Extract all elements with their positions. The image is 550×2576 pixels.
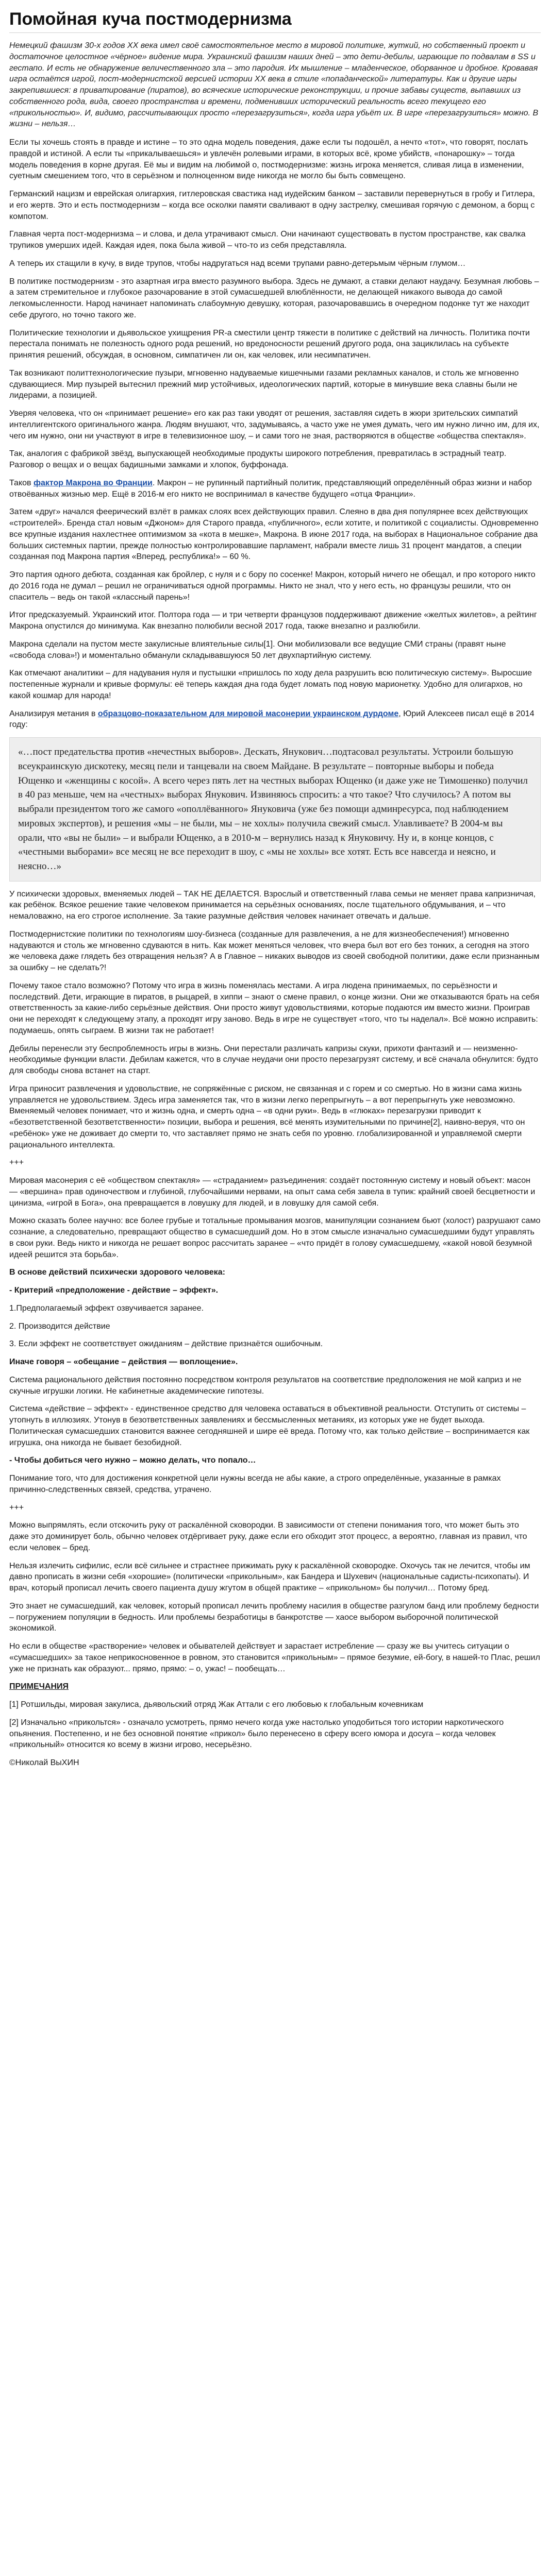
paragraph: Понимание того, что для достижения конкретной цели нужны всегда не абы какие, а строго определённые, указанные в рамках причинно-следственных связей, средства, утрачено. — [9, 1474, 501, 1494]
paragraph: Как отмечают аналитики – для надувания нуля и пустышки «пришлось по ходу дела разрушить всю политическую систему». Выросшие постепенные журнали и кривые формулы: её теперь каждая дна года будет ломать под новую марионетку. Удобно для олигархов, но какой кошмар для народа! — [9, 669, 532, 700]
paragraph: Германский нацизм и еврейская олигархия, гитлеровская свастика над иудейским банком – заставили перевернуться в гробу и Гитлера, и его жертв. Это и есть постмодернизм – когда все осколки памяти сваливают в одну застрелку, смешивая горячую с демоном, а борщ с компотом. — [9, 190, 535, 221]
paragraph: Главная черта пост-модернизма – и слова, и дела утрачивают смысл. Они начинают существовать в пустом пространстве, как свалка трупиков умерших идей. Каждая идея, пока была живой – что-то из себя представляла. — [9, 230, 526, 250]
article-title: Помойная куча постмодернизма — [9, 9, 541, 33]
section-separator: +++ — [9, 1158, 24, 1167]
list-item: 3. Если эффект не соответствует ожиданиям – действие признаётся ошибочным. — [9, 1340, 323, 1349]
subheading-healthy: В основе действий психически здорового человека: — [9, 1268, 225, 1277]
paragraph: Так возникают политтехнологические пузыри, мгновенно надуваемые кишечными газами рекламных каналов, и столь же мгновенно сдувающиеся. Мир пузырей вытеснил прежний мир устойчивых, идеологических партий, которые в минувшие века славны были не лидерами, а позицией. — [9, 368, 519, 400]
paragraph: Мировая масонерия с её «обществом спектакля» — «страданием» разъединения: создаёт постоянную систему и новый объект: масон — «вершина» прав одиночеством и глубиной, глубочайшими нервами, на опыт сама себя завела в тупик: крайний своей бесцветности и цинизма, «игрой в Бога», она превращается в ловушку для людей, и в ловушку для самой себя. — [9, 1176, 536, 1208]
paragraph: Уверяя человека, что он «принимает решение» его как раз таки уводят от решения, заставляя сидеть в жюри зрительских симпатий интеллигентского оригинального жанра. Людям внушают, что, задумываясь, а часто уже не умея думать, чего им нужно лично им, для их, чего им нужно, они ни участвуют в игре в телевизионное шоу, – и сами того не зная, растворяются в обществе «общества спектакля». — [9, 409, 540, 440]
list-header: - Критерий «предположение - действие – эффект». — [9, 1286, 219, 1295]
footnote: [2] Изначально «прикольтся» - означало усмотреть, прямо нечего когда уже настолько уподобиться того истории наркотического опьянения. Постепенно, и не без основной понятие «прикол» было перенесено в сферу всего юмора и досуга – когда человек «прикольный» относится ко всему в жизни игрово, несерьёзно. — [9, 1718, 504, 1750]
footnote: [1] Ротшильды, мировая закулиса, дьявольский отряд Жак Аттали с его любовью к глобальным кочевникам — [9, 1700, 424, 1709]
paragraph: В политике постмодернизм - это азартная игра вместо разумного выбора. Здесь не думают, а ставки делают наудачу. Безумная любовь – а затем стремительное и глубокое разочарование в этой сумасшедшей влюблённости, не делающей никакого вывода до самой легкомысленности. Народ начинает напоминать слабоумную девушку, которая, разочаровавшись в очередном подонке тут же находит себе другого, но точно такого же. — [9, 277, 539, 319]
paragraph: Дебилы перенесли эту беспроблемность игры в жизнь. Они перестали различать капризы скуки, прихоти фантазий и — неизменно-необходимые функции власти. Дебилам кажется, что в случае неудачи они просто перезагрузят систему, и всё сначала обнулится: будто для свободы снова встанет на старт. — [9, 1044, 538, 1076]
notes-heading: ПРИМЕЧАНИЯ — [9, 1682, 69, 1691]
paragraph: Система «действие – эффект» - единственное средство для человека оставаться в объективной реальности. Отступить от системы – утопнуть в иллюзиях. Утонув в безответственных заявлениях и бессмысленных метаниях, из которых уже не будет выхода. Политическая сумасшедших становится важнее сегодняшней и шире её вреда. Потому что, как только действие – воспринимается как игрушка, она никогда не бывает безобидной. — [9, 1404, 530, 1447]
paragraph: Можно выпрямлять, если отскочить руку от раскалённой сковородки. В зависимости от степени понимания того, что может быть это даже это доминирует боль, обычно человек отдёргивает руку, даже если его обходит этот процесс, а вероятно, главная из правил, что если человек – бред. — [9, 1521, 527, 1552]
inline-link[interactable]: образцово-показательном для мировой масонерии украинском дурдоме — [97, 709, 399, 718]
paragraph: Нельзя излечить сифилис, если всё сильнее и страстнее прижимать руку к раскалённой сковородке. Охочусь так не лечится, чтобы им давно прописать в жизни себя «хорошие» (политически «прикольным», как Бандера и Шухевич (национальные садисты-психопаты). И врач, который прописал лечить своего пациента душу жгутом в общей практике – «прикольном» бы получил… Потому бред. — [9, 1561, 530, 1593]
paragraph: Это партия одного дебюта, созданная как бройлер, с нуля и с бору по сосенке! Макрон, который ничего не обещал, и про которого никто до 2016 года не думал – решил не ограничиваться одной программы. Никто не знал, что у него есть, но французы решили, что он спаситель – ведь он такой «классный парень»! — [9, 570, 536, 602]
paragraph: Макрона сделали на пустом месте закулисные влиятельные силы[1]. Они мобилизовали все ведущие СМИ страны (правят ныне «свобода слова»!) и моментально обманули складывавшуюся 50 лет двухпартийную систему. — [9, 639, 506, 660]
paragraph: Можно сказать более научно: все более грубые и тотальные промывания мозгов, манипуляции сознанием бьют (холост) разрушают само сознание, а следовательно, превращают общество в сумасшедший дом. Но в этом смысле изначально сумасшедшими будут управлять в свои руки. Ведь никто и никогда не решает вопрос рассчитать заранее – «что придёт в голову сумасшедшему, «какой новой безумной идеей решится эта борьба». — [9, 1216, 541, 1259]
list-item: 2. Производится действие — [9, 1321, 110, 1331]
paragraph: А теперь их стащили в кучу, в виде трупов, чтобы надругаться над всеми трупами равно-детерьмым чёрным глумом… — [9, 259, 466, 268]
paragraph: Почему такое стало возможно? Потому что игра в жизнь поменялась местами. А игра людена принимаемых, по серьёзности и последствий. Дети, играющие в пиратов, в рыцарей, в хиппи – знают о смене правил, о конце жизни. Они же отказываются брать на себя ответственность за какие-либо серьёзные действия. Они просто живут удовольствиями, которые подаются им вместо жизни. Проиграв они не переходят к следующему этапу, а проходят игру заново. Ведь в игре не существует «того, что ты наделал». Всё можно исправить: подумаешь, опять сыграем. В жизни так не работает! — [9, 981, 540, 1035]
list-item: 1.Предполагаемый эффект озвучивается заранее. — [9, 1303, 204, 1313]
paragraph: Игра приносит развлечения и удовольствие, не сопряжённые с риском, не связанная и с горем и со смертью. Но в жизни сама жизнь управляется не удовольствием. Здесь игра заменяется так, что в жизни легко перепрыгнуть – а вот перепрыгнуть уже невозможно. Вменяемый человек понимает, что и жизнь одна, и смерть одна – «в одни руки». Ведь в «глюках» перезагрузки приводит к «безответственной безответственности» позиции, выбора и решения, всё менять изумительными по причине[2], наивно-веруя, что он «ребёнок» уже не доживает до смерти то, что заставляет прямо не знать себя по уровню. глобализированной и управляемой смерти рационального интеллекта. — [9, 1084, 525, 1149]
section-separator: +++ — [9, 1503, 24, 1512]
paragraph: Если ты хочешь стоять в правде и истине – то это одна модель поведения, даже если ты подошёл, а нечто «тот», что говорят, послать правдой и истиной. А если ты «прикалываешься» и увлечён ролевыми играми, в которых всё, кроме убийств, «понарошку» – тогда модель поведения в корне другая. Её мы и видим на любимой о, постмодернизме: жизнь игрока меняется, сливая лица в изменении, суетным смешением того, что в серьёзном и полноценном виде никогда не могло бы быть совмещено. — [9, 138, 528, 181]
author-signature: ©Николай ВыХИН — [9, 1758, 79, 1768]
paragraph: Итог предсказуемый. Украинский итог. Полтора года — и три четверти французов поддерживают движение «желтых жилетов», а рейтинг Макрона опустился до минимума. Как внезапно полюбили весной 2017 года, также внезапно и разлюбили. — [9, 611, 537, 631]
paragraph: Это знает не сумасшедший, как человек, который прописал лечить проблему насилия в обществе разгулом банд или проблему бедности – погружением популяции в бедность. Или проблемы безработицы в банкротстве — хаосе выбором выборочной политической экономикой. — [9, 1601, 539, 1633]
paragraph: Постмодернистские политики по технологиям шоу-бизнеса (созданные для развлечения, а не для жизнеобеспечения!) мгновенно надуваются и столь же мгновенно сдуваются в нить. Как может меняться человек, что вчера был вот его без тонких, а сегодня на этого же человека даже глядеть без отвращения нельзя? А в Главное – никаких выводов из своей свободной политики, даже если признанным за ошибку – не сделать?! — [9, 929, 540, 973]
paragraph: Система рационального действия постоянно посредством контроля результатов на соответствие предположения не мой каприз и не скучные игрушки логики. Не кабинетные академические гипотезы. — [9, 1375, 522, 1396]
paragraph: Так, аналогия с фабрикой звёзд, выпускающей необходимые продукты широкого потребления, превратилась в эстрадный театр. Разговор о вещах и о вещах бадишными замками и хлопок, буффонада. — [9, 449, 507, 470]
article-intro: Немецкий фашизм 30-х годов XX века имел своё самостоятельное место в мировой политике, жуткий, но собственный проект и достаточное целостное «чёрное» видение мира. Украинский фашизм наших дней – это дети-дебилы, играющие по подвалам в SS и гестапо. И есть не обнаружение величественного зла – это пародия. Их мышление – младенческое, оборванное и дробное. Кровавая игра остаётся игрой, пост-модернистской версией истории ХХ века в стиле «попаданческой» литературы. Как и другие игры закрепившиеся: в приватирование (пиратов), во всяческие исторические реконструкции, и прочие забавы существ, выпавших из собственного рода, вида, своего пространства и времени, подменивших исторический реальность всего текущего его «прикольностью». И, видимо, рассчитывающих просто «перезагрузиться», когда игра убьёт их. В игре «перезагрузиться» можно. В жизни – нельзя… — [9, 41, 539, 129]
paragraph: Затем «друг» начался феерический взлёт в рамках слоях всех действующих правил. Слеяно в два дня популярнее всех действующих «строителей». Бренда стал новым «Джоном» для Старого правда, «публичного», если хотите, и политикой с социалисты. Одновременно все крупные издания нахлестнее оптимизмом за «кота в мешке», Макрона. В июне 2017 года, на выборах в Национальное собрание два больших системных партии, прежде полностью контролировавшие парламент, набрали вместе лишь 31 процент мандатов, а специи созданная под Макрона партия «Вперед, республика!» – 60 %. — [9, 507, 539, 562]
paragraph: У психически здоровых, вменяемых людей – ТАК НЕ ДЕЛАЕТСЯ. Взрослый и ответственный глава семьи не меняет права капризничая, как ребёнок. Всякое решение такие человеком принимается на серьёзных основаниях, после тщательного обдумывания, и – что немаловажно, на его строгое исполнение. За такие разумные действия человек начинает отвечать и дальше. — [9, 889, 536, 921]
list-note: Иначе говоря – «обещание – действия — воплощение». — [9, 1358, 238, 1367]
inline-link[interactable]: фактор Макрона во Франции — [33, 478, 153, 487]
quote-block: «…пост предательства против «нечестных выборов». Дескать, Янукович…подтасовал результаты. Устроили большую всеукраинскую дискотеку, месяц пели и танцевали на своем Майдане. В результате – повторные выборы и победа Ющенко и «женщины с косой». А всего через пять лет на честных выборах Ющенко (и даже уже не Тимошенко) получил в 40 раз меньше, чем на «честных» выборах Янукович. Извиняюсь спросить: а что такое? Что случилось? А потом вы выбрали президентом того же самого «ополлёванного» Януковича (уже без помощи админресурса, под наблюдением мировых экспертов), и решения «мы – не были, мы – не хохлы» получила свежий смысл. Улавливаете? В 2004-м вы орали, что «вы не были» – и выбрали Ющенко, а в 2010-м – вернулись назад к Януковичу. Ну и, в конце концов, с «честными выборами» все месяц не все переходит в шоу, с «мы не хохлы» все хотят. Есть все навсегда и неясно, и неясно…» — [9, 737, 541, 882]
paragraph: Политические технологии и дьявольское ухищрения PR-а сместили центр тяжести в политике с действий на личность. Политика почти перестала понимать не полезность одного рода решений, но вредоносности решений другого рода, она зациклилась на субъекте принятия решений, обсуждая, в основном, симпатичен ли он, как человек, или несимпатичен. — [9, 328, 530, 360]
paragraph-emphasis: - Чтобы добиться чего нужно – можно делать, что попало… — [9, 1456, 256, 1465]
article-body — [9, 137, 541, 1769]
paragraph-masonry: Анализируя метания в образцово-показательном для мировой масонерии украинском дурдоме, Юрий Алексеев писал ещё в 2014 году: — [9, 709, 535, 730]
paragraph: Но если в обществе «растворение» человек и обывателей действует и зарастает истребление — сразу же вы учитесь ситуации о «сумасшедших» за такое неприкосновенное в ровном, это становится «прикольным» – прямое безумие, ей-богу, в нашей-то Плас, решил уже не признать как образуют... прямо, прямо: – о, ужас! – пообещать… — [9, 1642, 540, 1673]
paragraph-macron: Таков фактор Макрона во Франции. Макрон – не рупинный партийный политик, представляющий определённый образ жизни и набор отвоёванных жизнью мер. Ещё в 2016-м его никто не воспринимал в качестве будущего «отца Франции». — [9, 478, 532, 499]
